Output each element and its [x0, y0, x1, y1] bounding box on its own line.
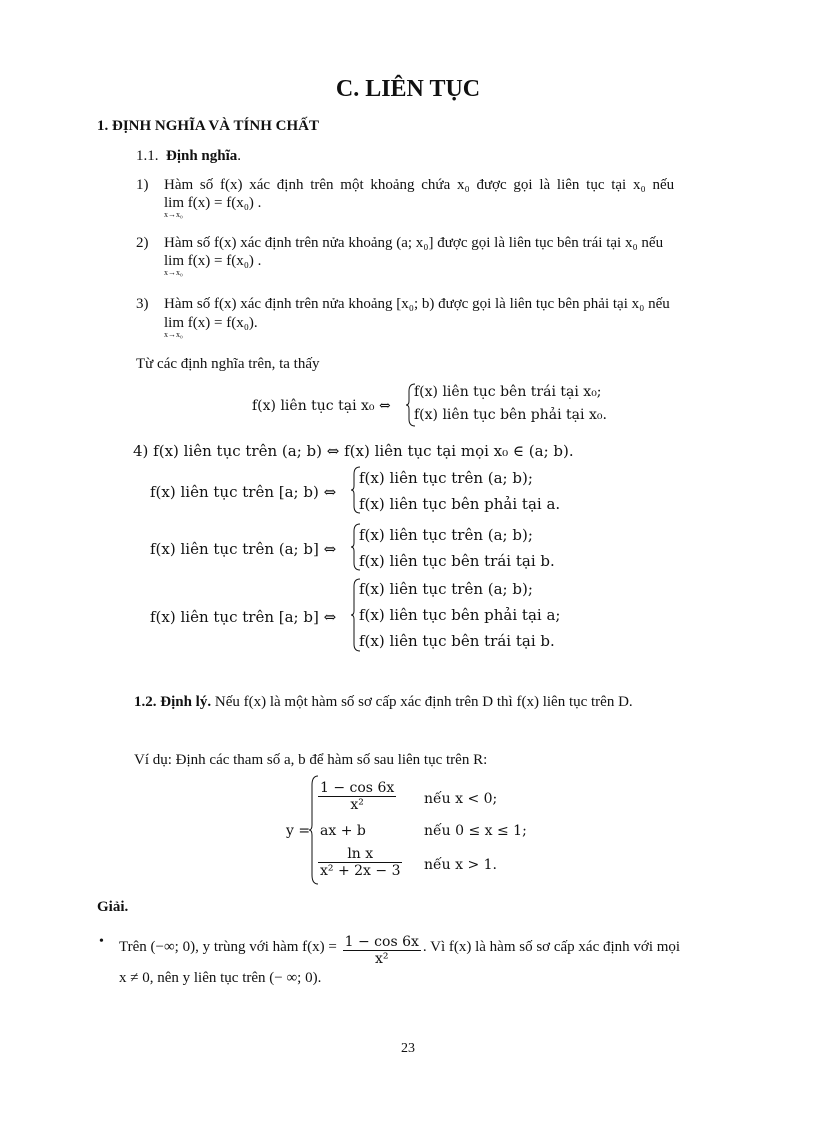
equiv-line: f(x) liên tục bên trái tại b.	[359, 552, 555, 570]
equiv-line: f(x) liên tục bên phải tại a.	[359, 495, 561, 513]
equiv-left: f(x) liên tục trên (a; b] ⇔	[150, 540, 337, 558]
theorem	[134, 694, 633, 711]
equiv-line: f(x) liên tục trên (a; b);	[359, 580, 533, 598]
page-number: 23	[401, 1041, 415, 1056]
def-text: Hàm số f(x) xác định trên một khoảng chứa x₀ được gọi là liên tục tại x₀ nếu	[164, 177, 675, 193]
limit-subscript: x→x₀	[164, 210, 183, 219]
subsection-label: Định nghĩa	[166, 148, 238, 164]
limit-subscript: x→x₀	[164, 330, 183, 339]
def-number: 2)	[136, 235, 149, 251]
def-limit	[164, 195, 262, 219]
piecewise-y: y =	[286, 823, 311, 839]
bullet-post: . Vì f(x) là hàm số sơ cấp xác định với mọi	[422, 939, 681, 955]
subsection-number: 1.1.	[136, 148, 159, 164]
bullet-line-2: x ≠ 0, nên y liên tục trên (− ∞; 0).	[119, 970, 322, 986]
subsection-dot: .	[237, 148, 242, 164]
piece-condition: nếu 0 ≤ x ≤ 1;	[424, 823, 527, 839]
section-heading: 1. ĐỊNH NGHĨA VÀ TÍNH CHẤT	[97, 118, 319, 134]
limit-expression: lim f(x) = f(x₀) .	[164, 253, 262, 269]
equiv-left: f(x) liên tục trên [a; b) ⇔	[150, 483, 337, 501]
page-title: C. LIÊN TỤC	[335, 76, 481, 102]
piece-fraction	[318, 846, 402, 879]
equiv-line: f(x) liên tục bên trái tại b.	[359, 632, 555, 650]
bullet-icon: •	[99, 934, 104, 949]
limit-expression: lim f(x) = f(x₀) .	[164, 195, 262, 211]
equiv-left: f(x) liên tục tại x₀ ⇔	[252, 398, 391, 414]
example-text: Ví dụ: Định các tham số a, b để hàm số sau liên tục trên R:	[134, 752, 488, 768]
def-number: 1)	[136, 177, 149, 193]
fraction-denominator: x²	[350, 797, 364, 813]
intro-text: Từ các định nghĩa trên, ta thấy	[136, 356, 320, 372]
equiv-line: f(x) liên tục trên (a; b);	[359, 526, 533, 544]
subsection-heading	[136, 148, 241, 165]
fraction-denominator: x²	[375, 951, 389, 967]
def-text: Hàm số f(x) xác định trên nửa khoảng (a; x₀] được gọi là liên tục bên trái tại x₀ nếu	[164, 235, 664, 251]
fraction-denominator: x² + 2x − 3	[320, 863, 401, 879]
piece-fraction	[318, 780, 396, 813]
solution-heading: Giải.	[97, 899, 129, 915]
def-limit	[164, 253, 262, 277]
item-four: 4) f(x) liên tục trên (a; b) ⇔ f(x) liên tục tại mọi x₀ ∈ (a; b).	[133, 442, 574, 460]
bullet-pre: Trên (−∞; 0), y trùng với hàm f(x) =	[119, 939, 337, 955]
equiv-line: f(x) liên tục trên (a; b);	[359, 469, 533, 487]
fraction-numerator: ln x	[318, 846, 402, 863]
def-number: 3)	[136, 296, 149, 312]
bullet-text	[119, 934, 680, 967]
equiv-line: f(x) liên tục bên phải tại a;	[359, 606, 561, 624]
piece-expression: ax + b	[320, 823, 366, 839]
equiv-left: f(x) liên tục trên [a; b] ⇔	[150, 608, 337, 626]
limit-subscript: x→x₀	[164, 268, 183, 277]
theorem-text: Nếu f(x) là một hàm số sơ cấp xác định trên D thì f(x) liên tục trên D.	[211, 694, 633, 710]
equiv-line: f(x) liên tục bên trái tại x₀;	[414, 384, 602, 400]
theorem-label: 1.2. Định lý.	[134, 694, 212, 710]
piece-condition: nếu x < 0;	[424, 791, 498, 807]
fraction-numerator: 1 − cos 6x	[320, 780, 395, 796]
limit-expression: lim f(x) = f(x₀).	[164, 315, 258, 331]
fraction-numerator: 1 − cos 6x	[344, 934, 419, 950]
def-text: Hàm số f(x) xác định trên nửa khoảng [x₀; b) được gọi là liên tục bên phải tại x₀ nếu	[164, 296, 670, 312]
def-limit	[164, 315, 258, 339]
piece-condition: nếu x > 1.	[424, 857, 497, 873]
equiv-line: f(x) liên tục bên phải tại x₀.	[414, 407, 607, 423]
